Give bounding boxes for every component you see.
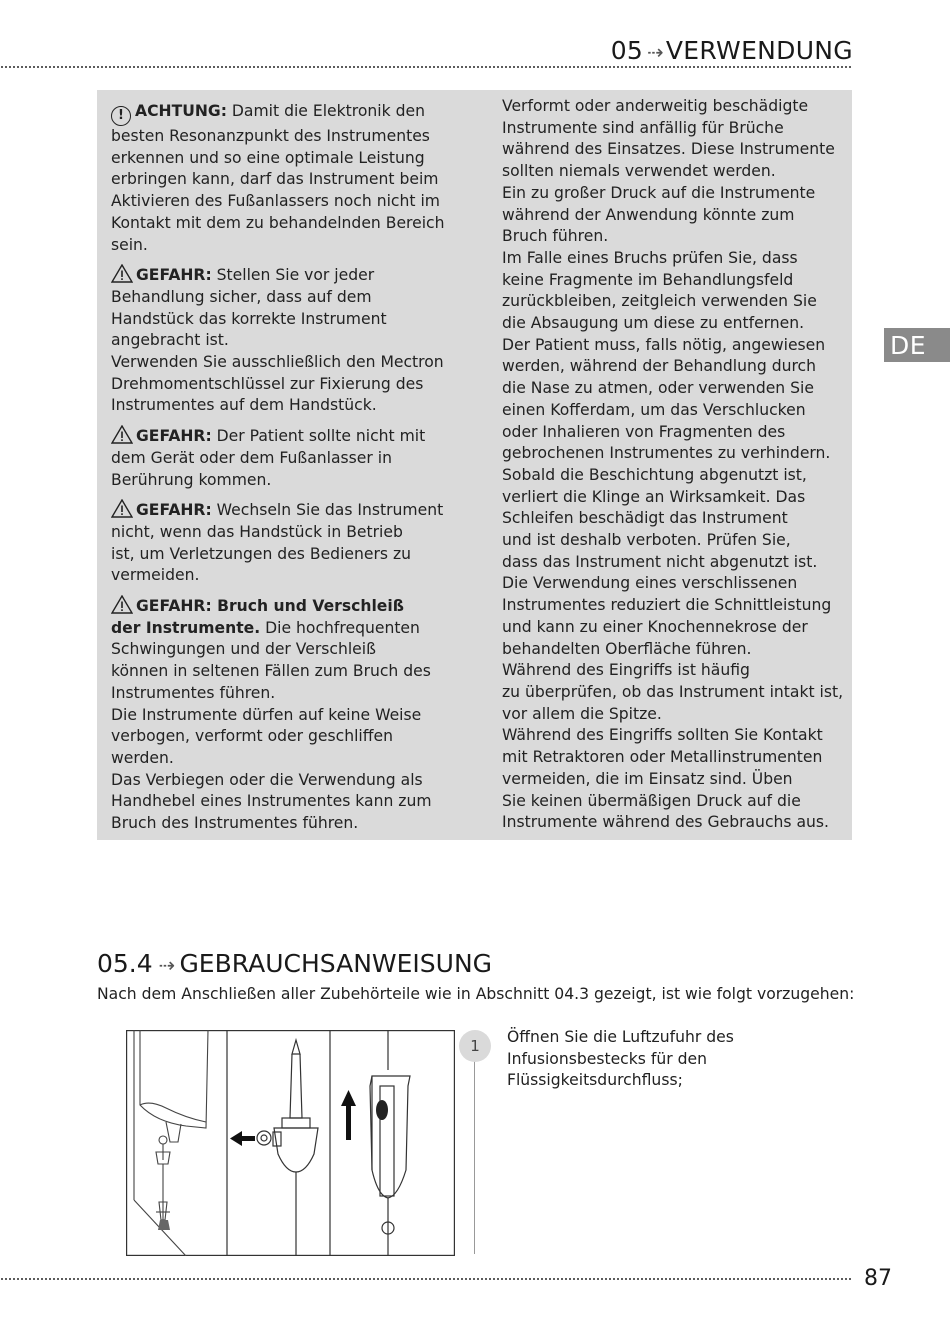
gefahr-label: GEFAHR: Bruch und Verschleiß <box>136 597 404 616</box>
language-tab: DE <box>884 328 950 362</box>
step-text-line: Infusionsbestecks für den <box>507 1049 707 1068</box>
warning-right-line: Instrumente sind anfällig für Brüche <box>502 118 784 137</box>
wall-shadow-illustration <box>158 1220 170 1230</box>
step-text-line: Öffnen Sie die Luftzufuhr des <box>507 1028 734 1046</box>
achtung-line: sein. <box>111 235 148 254</box>
warning-right-line: Während des Eingriffs sollten Sie Kontakt <box>502 726 823 745</box>
warning-right-line: werden, während der Behandlung durch <box>502 357 816 376</box>
warning-right-line: Sie keinen übermäßigen Druck auf die <box>502 791 801 810</box>
warning-triangle-icon <box>111 595 133 614</box>
exclamation-circle-icon: ! <box>111 106 131 126</box>
figure-frame <box>127 1030 455 1256</box>
step-connector-line <box>474 1060 475 1254</box>
achtung-line: besten Resonanzpunkt des Instrumentes <box>111 127 430 145</box>
warning-right-line: zu überprüfen, ob das Instrument intakt ist, <box>502 682 844 701</box>
achtung-line: Aktivieren des Fußanlassers noch nicht im <box>111 192 440 211</box>
step-text-line: Flüssigkeitsdurchfluss; <box>507 1071 683 1090</box>
gefahr-line: Die hochfrequenten <box>265 618 420 637</box>
warning-right-line: zurückbleiben, zeitgleich verwenden Sie <box>502 292 817 311</box>
gefahr-line: Behandlung sicher, dass auf dem <box>111 287 372 306</box>
achtung-block <box>111 101 491 256</box>
warning-right-line: dass das Instrument nicht abgenutzt ist. <box>502 552 818 571</box>
up-arrow-icon <box>341 1090 356 1140</box>
warning-right-line: Schleifen beschädigt das Instrument <box>502 509 788 528</box>
gefahr-line: werden. <box>111 748 174 767</box>
gefahr-line: angebracht ist. <box>111 331 229 350</box>
warning-right-line: vor allem die Spitze. <box>502 704 662 723</box>
gefahr-label-cont: der Instrumente. <box>111 618 261 637</box>
infusion-bag-illustration <box>134 1030 208 1256</box>
gefahr-line: Der Patient sollte nicht mit <box>216 427 426 446</box>
spike-cap-illustration <box>257 1040 318 1256</box>
warning-right-line: die Absaugung um diese zu entfernen. <box>502 314 805 333</box>
page-number: 87 <box>864 1266 892 1291</box>
chapter-header <box>611 36 853 65</box>
gefahr-label: GEFAHR: <box>136 427 212 446</box>
warning-right-line: vermeiden, die im Einsatz sind. Üben <box>502 769 793 788</box>
warning-column-right <box>502 96 847 834</box>
warning-right-line: verliert die Klinge an Wirksamkeit. Das <box>502 487 806 506</box>
gefahr-block-4 <box>111 595 491 835</box>
gefahr-line: Drehmomentschlüssel zur Fixierung des <box>111 374 424 393</box>
step-text <box>507 1027 807 1092</box>
section-heading <box>97 949 492 978</box>
warning-right-line: und ist deshalb verboten. Prüfen Sie, <box>502 531 791 550</box>
gefahr-block-3 <box>111 499 491 587</box>
warning-right-line: Der Patient muss, falls nötig, angewiesen <box>502 335 826 354</box>
section-number: 05.4 <box>97 949 153 978</box>
warning-triangle-icon <box>111 425 133 444</box>
dotted-arrow-icon: ⇢ <box>647 40 662 64</box>
gefahr-line: Handhebel eines Instrumentes kann zum <box>111 792 432 811</box>
step-number-badge: 1 <box>459 1030 491 1062</box>
gefahr-line: können in seltenen Fällen zum Bruch des <box>111 662 431 681</box>
warning-right-line: Bruch führen. <box>502 227 609 246</box>
achtung-label: ACHTUNG: <box>135 102 227 120</box>
gefahr-line: Wechseln Sie das Instrument <box>216 501 444 520</box>
achtung-line: erkennen und so eine optimale Leistung <box>111 148 425 167</box>
chapter-number: 05 <box>610 36 644 65</box>
gefahr-line: Die Instrumente dürfen auf keine Weise <box>111 705 422 724</box>
gefahr-line: Handstück das korrekte Instrument <box>111 309 387 328</box>
warning-right-line: oder Inhalieren von Fragmenten des <box>502 422 786 441</box>
gefahr-line: Instrumentes führen. <box>111 683 276 702</box>
achtung-line: Kontakt mit dem zu behandelnden Bereich <box>111 213 445 232</box>
warning-right-line: behandelten Oberfläche führen. <box>502 639 752 658</box>
achtung-line: erbringen kann, darf das Instrument beim <box>111 170 439 189</box>
warning-right-line: und kann zu einer Knochennekrose der <box>502 617 808 636</box>
warning-right-line: Die Verwendung eines verschlissenen <box>502 574 798 593</box>
instruction-figure <box>126 1030 455 1256</box>
warning-right-line: während der Anwendung könnte zum <box>502 205 795 224</box>
gefahr-line: Berührung kommen. <box>111 470 272 489</box>
warning-right-line: Sobald die Beschichtung abgenutzt ist, <box>502 465 807 484</box>
gefahr-line: Instrumentes auf dem Handstück. <box>111 396 377 415</box>
roller-wheel-icon <box>376 1100 388 1120</box>
warning-right-line: Während des Eingriffs ist häufig <box>502 661 750 680</box>
gefahr-line: Stellen Sie vor jeder <box>216 266 375 285</box>
warning-right-line: einen Kofferdam, um das Verschlucken <box>502 400 806 419</box>
warning-right-line: gebrochenen Instrumentes zu verhindern. <box>502 444 831 463</box>
warning-right-line: während des Einsatzes. Diese Instrumente <box>502 140 835 159</box>
gefahr-label: GEFAHR: <box>136 266 212 285</box>
warning-column-left <box>111 101 491 843</box>
header-dotted-divider <box>0 66 853 68</box>
section-title: GEBRAUCHSANWEISUNG <box>179 949 493 978</box>
gefahr-block-2 <box>111 425 491 491</box>
gefahr-line: nicht, wenn das Handstück in Betrieb <box>111 522 403 541</box>
chapter-title: VERWENDUNG <box>665 36 853 65</box>
section-intro: Nach dem Anschließen aller Zubehörteile wie in Abschnitt 04.3 gezeigt, ist wie folgt vorzugehen: <box>97 985 855 1003</box>
gefahr-line: verbogen, verformt oder geschliffen <box>111 727 393 746</box>
gefahr-block-1 <box>111 264 491 417</box>
gefahr-label: GEFAHR: <box>136 501 212 520</box>
gefahr-line: Bruch des Instrumentes führen. <box>111 814 359 833</box>
warning-right-line: Instrumentes reduziert die Schnittleistung <box>502 596 832 615</box>
warning-right-line: sollten niemals verwendet werden. <box>502 162 776 181</box>
warning-right-line: Instrumente während des Gebrauchs aus. <box>502 813 829 832</box>
warning-triangle-icon <box>111 499 133 518</box>
roller-clamp-illustration <box>370 1030 410 1256</box>
warning-right-line: Im Falle eines Bruchs prüfen Sie, dass <box>502 248 798 267</box>
dotted-arrow-icon: ⇢ <box>158 953 174 977</box>
gefahr-line: vermeiden. <box>111 566 200 585</box>
achtung-line: Damit die Elektronik den <box>231 102 425 120</box>
gefahr-line: dem Gerät oder dem Fußanlasser in <box>111 448 392 467</box>
warning-triangle-icon <box>111 264 133 283</box>
gefahr-line: Schwingungen und der Verschleiß <box>111 640 376 659</box>
gefahr-line: Verwenden Sie ausschließlich den Mectron <box>111 353 444 372</box>
warning-right-line: Verformt oder anderweitig beschädigte <box>502 97 809 115</box>
warning-right-line: Ein zu großer Druck auf die Instrumente <box>502 183 816 202</box>
warning-right-line: keine Fragmente im Behandlungsfeld <box>502 270 794 289</box>
left-arrow-icon <box>230 1131 255 1146</box>
gefahr-line: Das Verbiegen oder die Verwendung als <box>111 770 423 789</box>
warning-right-line: die Nase zu atmen, oder verwenden Sie <box>502 379 814 398</box>
footer-dotted-divider <box>0 1278 853 1280</box>
warning-right-line: mit Retraktoren oder Metallinstrumenten <box>502 748 823 767</box>
gefahr-line: ist, um Verletzungen des Bedieners zu <box>111 544 412 563</box>
